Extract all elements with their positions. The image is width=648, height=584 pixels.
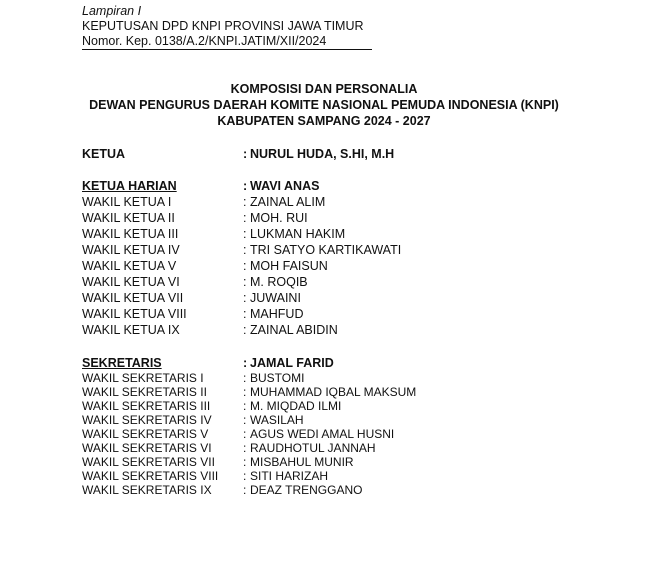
position-label: WAKIL SEKRETARIS IX xyxy=(82,483,212,497)
separator: : xyxy=(243,275,247,289)
roster-row xyxy=(82,306,582,322)
member-name: DEAZ TRENGGANO xyxy=(250,483,363,497)
header-underline xyxy=(82,49,372,50)
member-name: MOH FAISUN xyxy=(250,259,328,273)
position-label: KETUA HARIAN xyxy=(82,179,177,193)
position-label: WAKIL KETUA V xyxy=(82,259,177,273)
member-name: BUSTOMI xyxy=(250,371,305,385)
separator: : xyxy=(243,243,247,257)
separator: : xyxy=(243,259,247,273)
member-name: NURUL HUDA, S.HI, M.H xyxy=(250,147,395,161)
position-label: WAKIL KETUA I xyxy=(82,195,172,209)
roster-row xyxy=(82,242,582,258)
separator: : xyxy=(243,385,247,399)
roster-row xyxy=(82,258,582,274)
title-line-3: KABUPATEN SAMPANG 2024 - 2027 xyxy=(217,114,431,128)
member-name: M. ROQIB xyxy=(250,275,308,289)
separator: : xyxy=(243,469,247,483)
member-name: LUKMAN HAKIM xyxy=(250,227,346,241)
roster-row xyxy=(82,274,582,290)
member-name: ZAINAL ALIM xyxy=(250,195,326,209)
position-label: WAKIL KETUA VI xyxy=(82,275,180,289)
member-name: ZAINAL ABIDIN xyxy=(250,323,338,337)
title-line-2: DEWAN PENGURUS DAERAH KOMITE NASIONAL PEMUDA INDONESIA (KNPI) xyxy=(89,98,559,112)
position-label: WAKIL SEKRETARIS I xyxy=(82,371,204,385)
position-label: WAKIL SEKRETARIS VII xyxy=(82,455,215,469)
member-name: RAUDHOTUL JANNAH xyxy=(250,441,376,455)
decree-header xyxy=(82,4,364,49)
roster-row xyxy=(82,322,582,338)
member-name: JUWAINI xyxy=(250,291,301,305)
position-label: WAKIL KETUA II xyxy=(82,211,175,225)
position-label: WAKIL KETUA IV xyxy=(82,243,180,257)
separator: : xyxy=(243,323,247,337)
roster-row xyxy=(82,355,582,371)
separator: : xyxy=(243,427,247,441)
position-label: WAKIL SEKRETARIS III xyxy=(82,399,211,413)
separator: : xyxy=(243,147,248,161)
roster-row-ketua xyxy=(82,146,582,162)
decree-number: Nomor. Kep. 0138/A.2/KNPI.JATIM/XII/2024 xyxy=(82,34,327,48)
separator: : xyxy=(243,195,247,209)
separator: : xyxy=(243,211,247,225)
document-title xyxy=(0,81,648,129)
position-label: WAKIL SEKRETARIS V xyxy=(82,427,209,441)
roster-row xyxy=(82,210,582,226)
separator: : xyxy=(243,413,247,427)
separator: : xyxy=(243,307,247,321)
separator: : xyxy=(243,227,247,241)
separator: : xyxy=(243,179,248,193)
roster-row xyxy=(82,290,582,306)
roster-row xyxy=(82,226,582,242)
member-name: WAVI ANAS xyxy=(250,179,320,193)
roster-row xyxy=(82,482,582,498)
member-name: MISBAHUL MUNIR xyxy=(250,455,354,469)
position-label: WAKIL SEKRETARIS II xyxy=(82,385,207,399)
attachment-label: Lampiran I xyxy=(82,4,142,18)
roster-row xyxy=(82,178,582,194)
separator: : xyxy=(243,441,247,455)
position-label: WAKIL SEKRETARIS IV xyxy=(82,413,212,427)
separator: : xyxy=(243,291,247,305)
roster-row xyxy=(82,194,582,210)
position-label: WAKIL KETUA VII xyxy=(82,291,184,305)
member-name: M. MIQDAD ILMI xyxy=(250,399,342,413)
member-name: MOH. RUI xyxy=(250,211,308,225)
position-label: KETUA xyxy=(82,147,126,161)
member-name: MUHAMMAD IQBAL MAKSUM xyxy=(250,385,417,399)
title-line-1: KOMPOSISI DAN PERSONALIA xyxy=(230,82,418,96)
separator: : xyxy=(243,356,248,370)
position-label: WAKIL SEKRETARIS VIII xyxy=(82,469,219,483)
separator: : xyxy=(243,371,247,385)
member-name: JAMAL FARID xyxy=(250,356,334,370)
position-label: WAKIL KETUA VIII xyxy=(82,307,187,321)
member-name: MAHFUD xyxy=(250,307,304,321)
separator: : xyxy=(243,455,247,469)
position-label: SEKRETARIS xyxy=(82,356,162,370)
decree-title: KEPUTUSAN DPD KNPI PROVINSI JAWA TIMUR xyxy=(82,19,364,33)
member-name: TRI SATYO KARTIKAWATI xyxy=(250,243,402,257)
position-label: WAKIL KETUA IX xyxy=(82,323,180,337)
member-name: AGUS WEDI AMAL HUSNI xyxy=(250,427,395,441)
separator: : xyxy=(243,399,247,413)
position-label: WAKIL KETUA III xyxy=(82,227,179,241)
member-name: SITI HARIZAH xyxy=(250,469,329,483)
member-name: WASILAH xyxy=(250,413,304,427)
position-label: WAKIL SEKRETARIS VI xyxy=(82,441,212,455)
separator: : xyxy=(243,483,247,497)
